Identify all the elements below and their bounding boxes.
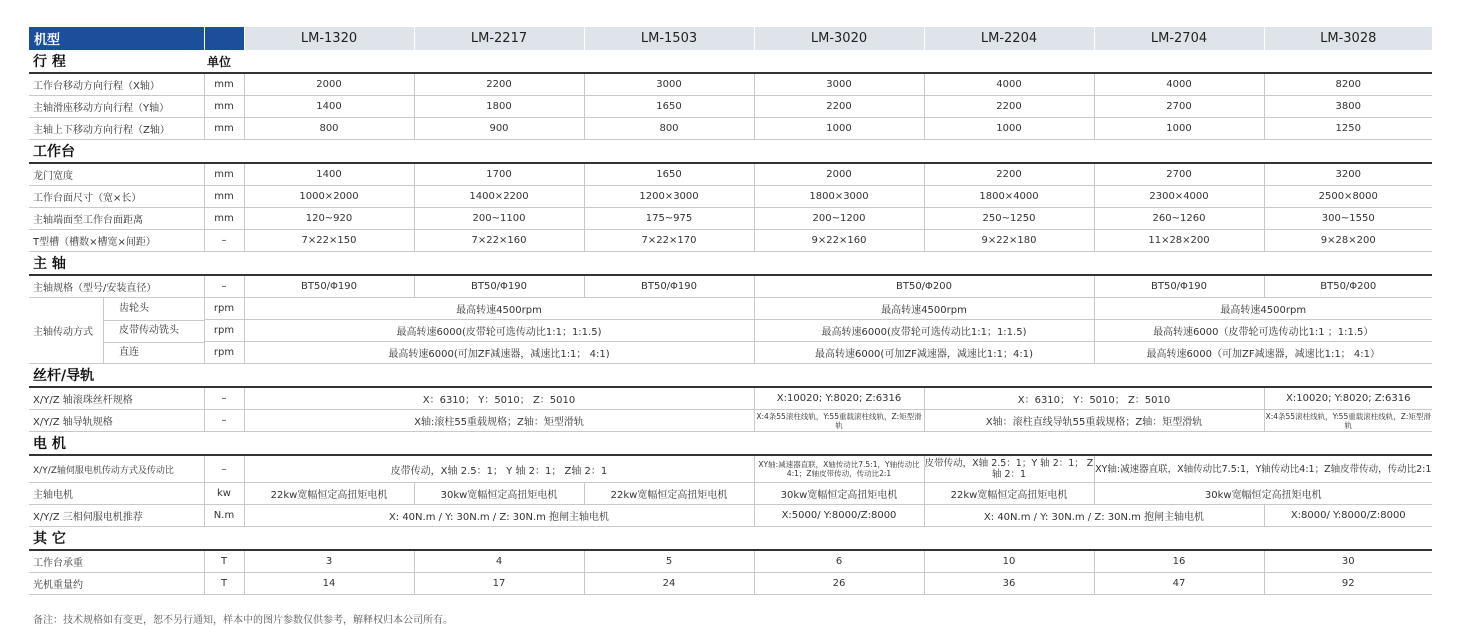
row-unit: –	[204, 387, 244, 410]
cell: 最高转速6000（皮带轮可选传动比1:1 ；1:1.5）	[1094, 320, 1432, 342]
cell: 36	[924, 573, 1094, 595]
cell: 30kw宽幅恒定高扭矩电机	[414, 483, 584, 505]
cell: XY轴:减速器直联，X轴传动比7.5:1，Y轴传动比4:1；Z轴皮带传动，传动比2:1	[754, 455, 924, 483]
cell: X:5000/ Y:8000/Z:8000	[754, 505, 924, 527]
model-name: LM-3020	[754, 27, 924, 50]
table-row	[29, 96, 1432, 118]
section-title: 丝杆/导轨	[29, 364, 1432, 388]
cell: 1400	[244, 96, 414, 118]
row-unit: mm	[204, 208, 244, 230]
table-row	[29, 483, 1432, 505]
cell: 2000	[244, 73, 414, 96]
cell: X:10020; Y:8020; Z:6316	[1264, 387, 1432, 410]
cell: X:10020; Y:8020; Z:6316	[754, 387, 924, 410]
cell: 9×28×200	[1264, 230, 1432, 252]
row-unit: rpm	[204, 342, 244, 364]
section-spindle	[29, 252, 1432, 276]
cell: 800	[584, 118, 754, 140]
row-label: X/Y/Z 轴导轨规格	[29, 410, 204, 432]
cell: 1800×3000	[754, 186, 924, 208]
table-row	[29, 163, 1432, 186]
cell: X: 40N.m / Y: 30N.m / Z: 30N.m 抱闸主轴电机	[244, 505, 754, 527]
cell: X: 40N.m / Y: 30N.m / Z: 30N.m 抱闸主轴电机	[924, 505, 1264, 527]
cell: 1000	[924, 118, 1094, 140]
cell: 2500×8000	[1264, 186, 1432, 208]
cell: 5	[584, 550, 754, 573]
cell: 3000	[584, 73, 754, 96]
cell: 8200	[1264, 73, 1432, 96]
cell: BT50/Φ190	[1094, 275, 1264, 298]
cell: 260~1260	[1094, 208, 1264, 230]
cell: 最高转速6000(可加ZF减速器，减速比1:1；4:1)	[754, 342, 1094, 364]
table-row	[29, 410, 1432, 432]
row-label: 工作台移动方向行程（X轴）	[29, 73, 204, 96]
cell: 1650	[584, 163, 754, 186]
cell: 24	[584, 573, 754, 595]
row-unit: –	[204, 410, 244, 432]
footnote: 备注：技术规格如有变更，恕不另行通知，样本中的图片参数仅供参考，解释权归本公司所有。	[33, 615, 453, 626]
model-unit-cell	[204, 27, 244, 50]
row-unit: mm	[204, 118, 244, 140]
row-label: 光机重量约	[29, 573, 204, 595]
cell: 3200	[1264, 163, 1432, 186]
row-label: 主轴上下移动方向行程（Z轴）	[29, 118, 204, 140]
cell: 30	[1264, 550, 1432, 573]
section-screw	[29, 364, 1432, 388]
cell: 92	[1264, 573, 1432, 595]
model-name: LM-2204	[924, 27, 1094, 50]
cell: 22kw宽幅恒定高扭矩电机	[244, 483, 414, 505]
row-label: 主轴滑座移动方向行程（Y轴）	[29, 96, 204, 118]
cell: 1250	[1264, 118, 1432, 140]
cell: 9×22×180	[924, 230, 1094, 252]
model-label: 机型	[29, 27, 204, 50]
drive-sub-label: 齿轮头	[119, 302, 149, 314]
cell: 17	[414, 573, 584, 595]
cell: 22kw宽幅恒定高扭矩电机	[584, 483, 754, 505]
row-unit: rpm	[204, 298, 244, 320]
table-row	[29, 573, 1432, 595]
cell: 2700	[1094, 96, 1264, 118]
model-name: LM-1320	[244, 27, 414, 50]
model-name: LM-2704	[1094, 27, 1264, 50]
cell: 7×22×170	[584, 230, 754, 252]
cell: 11×28×200	[1094, 230, 1264, 252]
cell: 250~1250	[924, 208, 1094, 230]
table-row	[29, 275, 1432, 298]
cell: 2200	[754, 96, 924, 118]
drive-sub-label: 皮带传动铣头	[119, 324, 179, 336]
cell: 47	[1094, 573, 1264, 595]
cell: 2300×4000	[1094, 186, 1264, 208]
row-label: 主轴端面至工作台面距离	[29, 208, 204, 230]
model-header-row	[29, 27, 1432, 50]
cell: 6	[754, 550, 924, 573]
cell: X:8000/ Y:8000/Z:8000	[1264, 505, 1432, 527]
section-title: 行 程	[29, 50, 204, 73]
cell: 1650	[584, 96, 754, 118]
cell: 2700	[1094, 163, 1264, 186]
cell: 最高转速4500rpm	[244, 298, 754, 320]
section-motor	[29, 432, 1432, 456]
cell: 2200	[924, 96, 1094, 118]
row-label: X/Y/Z 轴滚珠丝杆规格	[29, 387, 204, 410]
cell: 1000	[1094, 118, 1264, 140]
cell: 1800×4000	[924, 186, 1094, 208]
cell: X：6310； Y：5010； Z：5010	[924, 387, 1264, 410]
cell: BT50/Φ200	[1264, 275, 1432, 298]
cell: X轴:滚柱55重载规格；Z轴：矩型滑轨	[244, 410, 754, 432]
cell: 3000	[754, 73, 924, 96]
cell: BT50/Φ190	[584, 275, 754, 298]
row-unit: –	[204, 275, 244, 298]
row-label: 工作台面尺寸（宽×长）	[29, 186, 204, 208]
unit-header: 单位	[204, 50, 244, 73]
model-name: LM-3028	[1264, 27, 1432, 50]
row-unit: mm	[204, 186, 244, 208]
cell: 175~975	[584, 208, 754, 230]
cell: 7×22×160	[414, 230, 584, 252]
cell: X轴：滚柱直线导轨55重载规格；Z轴：矩型滑轨	[924, 410, 1264, 432]
table-row	[29, 208, 1432, 230]
drive-divider	[104, 342, 204, 343]
cell: 最高转速6000(可加ZF减速器，减速比1:1； 4:1)	[244, 342, 754, 364]
cell: 最高转速6000(皮带轮可选传动比1:1；1:1.5)	[244, 320, 754, 342]
cell: 4000	[924, 73, 1094, 96]
cell: 最高转速6000（可加ZF减速器，减速比1:1； 4:1）	[1094, 342, 1432, 364]
cell: 1400	[244, 163, 414, 186]
cell: 22kw宽幅恒定高扭矩电机	[924, 483, 1094, 505]
cell: BT50/Φ190	[414, 275, 584, 298]
cell: 3	[244, 550, 414, 573]
cell: 10	[924, 550, 1094, 573]
row-label: 主轴规格（型号/安装直径）	[29, 275, 204, 298]
section-title: 工作台	[29, 140, 1432, 164]
row-unit: kw	[204, 483, 244, 505]
cell: 30kw宽幅恒定高扭矩电机	[754, 483, 924, 505]
cell: 800	[244, 118, 414, 140]
cell: 200~1100	[414, 208, 584, 230]
row-unit: mm	[204, 96, 244, 118]
cell: 1800	[414, 96, 584, 118]
section-other	[29, 527, 1432, 551]
cell: BT50/Φ200	[754, 275, 1094, 298]
table-row	[29, 298, 1432, 320]
cell: 3800	[1264, 96, 1432, 118]
table-row	[29, 320, 1432, 342]
model-name: LM-1503	[584, 27, 754, 50]
cell: 1700	[414, 163, 584, 186]
row-label: 工作台承重	[29, 550, 204, 573]
cell: X:4条55滚柱线轨，Y:55重载滚柱线轨，Z:矩型滑轨	[1265, 411, 1431, 430]
cell: 7×22×150	[244, 230, 414, 252]
cell: 4	[414, 550, 584, 573]
section-worktable	[29, 140, 1432, 164]
cell: BT50/Φ190	[244, 275, 414, 298]
section-travel	[29, 50, 1432, 73]
table-row	[29, 73, 1432, 96]
drive-divider	[104, 320, 204, 321]
cell: 最高转速6000(皮带轮可选传动比1:1；1:1.5)	[754, 320, 1094, 342]
cell: 1200×3000	[584, 186, 754, 208]
table-row	[29, 186, 1432, 208]
table-row	[29, 342, 1432, 364]
cell: 26	[754, 573, 924, 595]
row-unit: T	[204, 573, 244, 595]
row-label: T型槽（槽数×槽宽×间距）	[29, 230, 204, 252]
row-label: 主轴电机	[29, 483, 204, 505]
cell: 最高转速4500rpm	[1094, 298, 1432, 320]
cell: 9×22×160	[754, 230, 924, 252]
cell: X：6310； Y：5010； Z：5010	[244, 387, 754, 410]
cell: 14	[244, 573, 414, 595]
cell: 皮带传动，X轴 2.5：1； Y 轴 2：1； Z轴 2：1	[244, 455, 754, 483]
cell: 最高转速4500rpm	[754, 298, 1094, 320]
row-label: X/Y/Z 三相伺服电机推荐	[29, 505, 204, 527]
cell: 200~1200	[754, 208, 924, 230]
row-unit: rpm	[204, 320, 244, 342]
cell: 2200	[924, 163, 1094, 186]
table-row	[29, 505, 1432, 527]
row-unit: –	[204, 230, 244, 252]
row-label: X/Y/Z轴伺服电机传动方式及传动比	[29, 455, 204, 483]
section-title: 电 机	[29, 432, 1432, 456]
cell: 30kw宽幅恒定高扭矩电机	[1094, 483, 1432, 505]
table-row	[29, 455, 1432, 483]
cell: 16	[1094, 550, 1264, 573]
drive-sub-label: 直连	[119, 346, 139, 358]
cell: 1400×2200	[414, 186, 584, 208]
model-name: LM-2217	[414, 27, 584, 50]
cell: 2200	[414, 73, 584, 96]
section-title: 主 轴	[29, 252, 1432, 276]
table-row	[29, 230, 1432, 252]
drive-label: 主轴传动方式	[33, 327, 93, 338]
cell: 120~920	[244, 208, 414, 230]
cell: 900	[414, 118, 584, 140]
row-unit: T	[204, 550, 244, 573]
cell: 皮带传动，X轴 2.5：1；Y 轴 2：1； Z轴 2：1	[924, 455, 1094, 483]
row-unit: –	[204, 455, 244, 483]
cell: 2000	[754, 163, 924, 186]
cell: XY轴:减速器直联，X轴传动比7.5:1，Y轴传动比4:1；Z轴皮带传动，传动比2:1	[1094, 455, 1432, 483]
cell: 1000	[754, 118, 924, 140]
row-label: 龙门宽度	[29, 163, 204, 186]
table-row	[29, 118, 1432, 140]
cell: 1000×2000	[244, 186, 414, 208]
row-unit: mm	[204, 73, 244, 96]
table-row	[29, 387, 1432, 410]
row-unit: N.m	[204, 505, 244, 527]
section-title: 其 它	[29, 527, 1432, 551]
row-unit: mm	[204, 163, 244, 186]
table-row	[29, 550, 1432, 573]
cell: 300~1550	[1264, 208, 1432, 230]
cell: X:4条55滚柱线轨，Y:55重载滚柱线轨，Z:矩型滑轨	[754, 410, 924, 432]
cell: 4000	[1094, 73, 1264, 96]
spec-table	[29, 27, 1432, 595]
